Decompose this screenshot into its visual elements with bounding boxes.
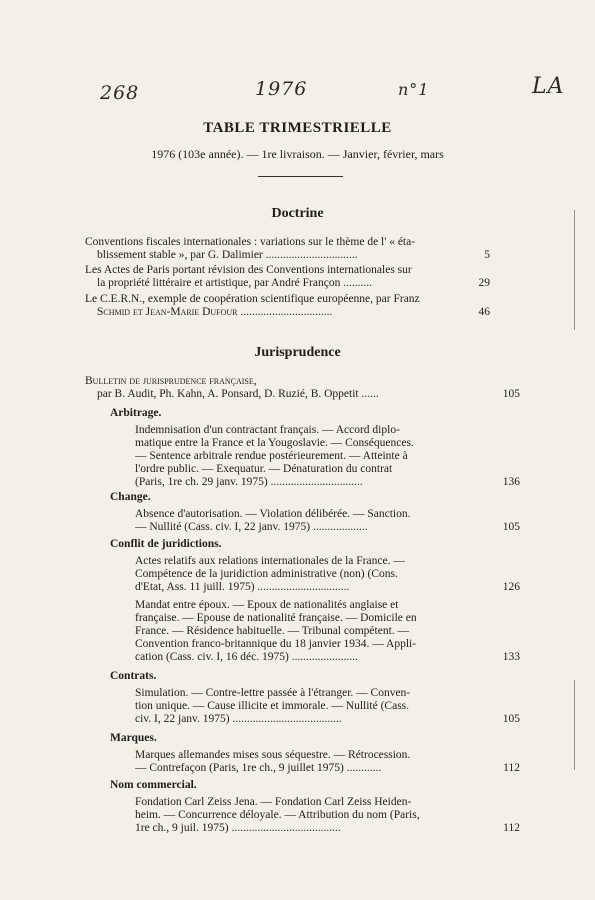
entry-line: — Sentence arbitrale rendue postérieurement. — Atteinte à (135, 450, 408, 462)
case-entry (135, 424, 487, 489)
entry-line: 1re ch., 9 juil. 1975) ...................................... (135, 822, 341, 834)
entry-line: matique entre la France et la Yougoslavie. — Conséquences. (135, 437, 414, 449)
entry-line: Schmid et Jean-Marie Dufour ................................ (97, 306, 333, 318)
handwritten-issue: n°1 (398, 80, 430, 99)
entry-line: l'ordre public. — Exequatur. — Dénaturation du contrat (135, 463, 393, 475)
page-number: 133 (502, 651, 520, 663)
category-heading: Nom commercial. (110, 779, 197, 791)
entry-line: Simulation. — Contre-lettre passée à l'étranger. — Conven- (135, 687, 411, 699)
entry-line: française. — Epouse de nationalité française. — Domicile en (135, 612, 417, 624)
scan-edge-mark (574, 680, 575, 770)
entry-line: tion unique. — Cause illicite et immorale. — Nullité (Cass. (135, 700, 410, 712)
category-heading: Change. (110, 491, 151, 503)
category-heading: Marques. (110, 732, 157, 744)
entry-line: par B. Audit, Ph. Kahn, A. Ponsard, D. Ruzié, B. Oppetit ...... (97, 388, 379, 400)
case-entry (135, 508, 487, 534)
case-entry (135, 599, 487, 664)
case-entry (135, 687, 487, 726)
entry-line: Bulletin de jurisprudence française, (85, 375, 257, 387)
entry-line: Mandat entre époux. — Epoux de nationalités anglaise et (135, 599, 399, 611)
entry-line: la propriété littéraire et artistique, par André Françon .......... (97, 277, 372, 289)
entry-line: Compétence de la juridiction administrative (non) (Cons. (135, 568, 398, 580)
category-heading: Contrats. (110, 670, 157, 682)
entry-line: Les Actes de Paris portant révision des Conventions internationales sur (85, 264, 412, 276)
entry-line: Indemnisation d'un contractant français. — Accord diplo- (135, 424, 400, 436)
entry-line: — Contrefaçon (Paris, 1re ch., 9 juillet 1975) ............ (135, 762, 382, 774)
page-number: 105 (502, 388, 520, 400)
handwritten-number: 268 (100, 82, 140, 104)
entry-line: Conventions fiscales internationales : variations sur le thème de l' « éta- (85, 236, 416, 248)
page-subtitle: 1976 (103e année). — 1re livraison. — Janvier, février, mars (151, 147, 444, 161)
page-number: 136 (502, 476, 520, 488)
entry-line: civ. I, 22 janv. 1975) ...................................... (135, 713, 342, 725)
entry-line: cation (Cass. civ. I, 16 déc. 1975) ....................... (135, 651, 358, 663)
case-entry (135, 749, 487, 775)
page-number: 5 (484, 249, 490, 261)
title-divider (258, 176, 343, 177)
scan-edge-mark (574, 210, 575, 330)
section-heading-doctrine: Doctrine (271, 206, 324, 221)
category-heading: Conflit de juridictions. (110, 538, 222, 550)
page-number: 46 (478, 306, 490, 318)
doctrine-entry (85, 236, 485, 262)
entry-line: d'Etat, Ass. 11 juill. 1975) ................................ (135, 581, 350, 593)
entry-line: Fondation Carl Zeiss Jena. — Fondation Carl Zeiss Heiden- (135, 796, 412, 808)
entry-line: (Paris, 1re ch. 29 janv. 1975) ................................ (135, 476, 363, 488)
section-heading-jurisprudence: Jurisprudence (254, 345, 341, 360)
entry-line: Absence d'autorisation. — Violation délibérée. — Sanction. (135, 508, 411, 520)
handwritten-year: 1976 (255, 78, 308, 100)
category-heading: Arbitrage. (110, 407, 162, 419)
entry-line: Marques allemandes mises sous séquestre. — Rétrocession. (135, 749, 411, 761)
page-number: 105 (502, 521, 520, 533)
entry-line: France. — Résidence habituelle. — Tribunal compétent. — (135, 625, 410, 637)
page-number: 126 (502, 581, 520, 593)
page-number: 29 (478, 277, 490, 289)
doctrine-entry (85, 264, 485, 290)
page-number: 112 (503, 822, 520, 834)
page-title: TABLE TRIMESTRIELLE (203, 120, 392, 136)
handwritten-initials: LA (532, 74, 565, 99)
entry-line: Convention franco-britannique du 18 janvier 1934. — Appli- (135, 638, 417, 650)
entry-line: Actes relatifs aux relations internationales de la France. — (135, 555, 405, 567)
doctrine-entry (85, 293, 485, 319)
page-number: 105 (502, 713, 520, 725)
case-entry (135, 555, 487, 594)
entry-line: — Nullité (Cass. civ. I, 22 janv. 1975) ................... (135, 521, 368, 533)
entry-line: heim. — Concurrence déloyale. — Attribution du nom (Paris, (135, 809, 420, 821)
case-entry (135, 796, 487, 835)
entry-line: Le C.E.R.N., exemple de coopération scientifique européenne, par Franz (85, 293, 420, 305)
entry-line: blissement stable », par G. Dalimier ................................ (97, 249, 358, 261)
bulletin-entry (85, 375, 485, 401)
page-number: 112 (503, 762, 520, 774)
